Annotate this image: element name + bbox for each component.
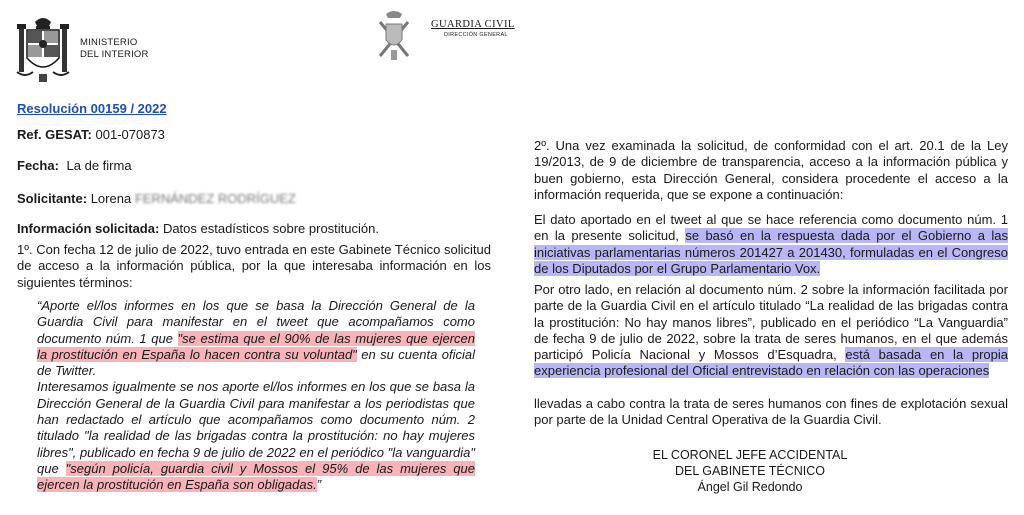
signature-office: DEL GABINETE TÉCNICO <box>674 464 826 478</box>
paragraph-5: llevadas a cabo contra la trata de seres humanos con fines de explotación sexual por parte de la Unidad Central Operativa de la Guardia Civil. <box>534 396 1008 428</box>
quote1-highlight: "se estima que el 90% de las mujeres que ejercen la prostitución en España lo hacen contra su voluntad" <box>37 330 475 362</box>
paragraph-1: 1º. Con fecha 12 de julio de 2022, tuvo entrada en este Gabinete Técnico solicitud de acceso a la información pública, por la que interesaba información en los siguientes términos: <box>17 242 491 290</box>
guardia-civil-subtitle: DIRECCIÓN GENERAL <box>444 32 508 38</box>
ministry-name <box>80 37 149 60</box>
quote1-end: en su cuenta oficial de Twitter. <box>37 346 475 379</box>
quote2-text: Interesamos igualmente se nos aporte el/los informes en los que se basa la Dirección General de la Guardia Civil para manifestar a los periodistas que han redactado el artículo que acompañamos como documento núm. 2 titulado "la realidad de las brigadas contra la prostitución: no hay mujeres libres", publicado en fecha 9 de julio de 2022 en el periódico "la vanguardia" que <box>37 379 475 476</box>
ref-value: 001-070873 <box>95 127 165 142</box>
paragraph-4-text: Por otro lado, en relación al documento núm. 2 sobre la información facilitada por parte de la Guardia Civil en el artículo titulado “La realidad de las brigadas contra la prostitución: No hay manos libres”, publicado en el periódico “La Vanguardia” de fecha 9 de julio de 2022, sobre la trata de seres humanos, en el que además participó Policía Nacional y Mossos d’Esquadra, <box>534 282 1008 363</box>
fecha-line <box>17 158 132 174</box>
ministry-line2: DEL INTERIOR <box>80 48 149 60</box>
fecha-value: La de firma <box>66 158 132 173</box>
solicitante-label: Solicitante: <box>17 191 88 206</box>
ref-line <box>17 127 165 143</box>
paragraph-3-text: El dato aportado en el tweet al que se hace referencia como documento núm. 1 en la presente solicitud, <box>534 212 1008 244</box>
paragraph-4 <box>534 282 1008 380</box>
ref-label: Ref. GESAT: <box>17 127 92 142</box>
info-line <box>17 221 379 237</box>
quote2-end: ” <box>316 477 322 493</box>
guardia-civil-emblem-icon <box>372 10 416 62</box>
resolution-link[interactable]: Resolución 00159 / 2022 <box>17 101 167 116</box>
solicitante-first: Lorena <box>90 191 132 206</box>
ministry-line1: MINISTERIO <box>80 37 138 48</box>
paragraph-2: 2º. Una vez examinada la solicitud, de conformidad con el art. 20.1 de la Ley 19/2013, de 9 de diciembre de transparencia, acceso a la información pública y buen gobierno, esta Dirección General, considera procedente el acceso a la información requerida, que se expone a continuación: <box>534 138 1008 202</box>
guardia-civil-title: GUARDIA CIVIL <box>431 19 515 30</box>
solicitante-line <box>17 191 296 207</box>
paragraph-3 <box>534 212 1008 277</box>
signature-title: EL CORONEL JEFE ACCIDENTAL <box>652 448 848 462</box>
quote-block <box>37 298 475 494</box>
info-value: Datos estadísticos sobre prostitución. <box>162 221 379 236</box>
signature-name: Ángel Gil Redondo <box>697 480 803 494</box>
paragraph-3-highlight: se basó en la respuesta dada por el Gobierno a las iniciativas parlamentarias números 201427 a 201430, formuladas en el Congreso de los Diputados por el Grupo Parlamentario Vox. <box>534 228 1008 276</box>
signature-block <box>600 447 900 495</box>
coat-of-arms-icon <box>15 14 71 88</box>
quote1-text: “Aporte el/los informes en los que se basa la Dirección General de la Guardia Civil para manifestar en el tweet que acompañamos como documento núm. 1 que <box>37 298 475 346</box>
paragraph-4-highlight: está basada en la propia experiencia profesional del Oficial entrevistado en relación con las operaciones <box>534 347 1008 379</box>
fecha-label: Fecha: <box>17 158 59 173</box>
info-label: Información solicitada: <box>17 221 160 236</box>
solicitante-redacted: FERNÁNDEZ RODRÍGUEZ <box>134 191 296 206</box>
quote2-highlight: "según policía, guardia civil y Mossos el 95% de las mujeres que ejercen la prostitución en España son obligadas. <box>37 460 475 493</box>
